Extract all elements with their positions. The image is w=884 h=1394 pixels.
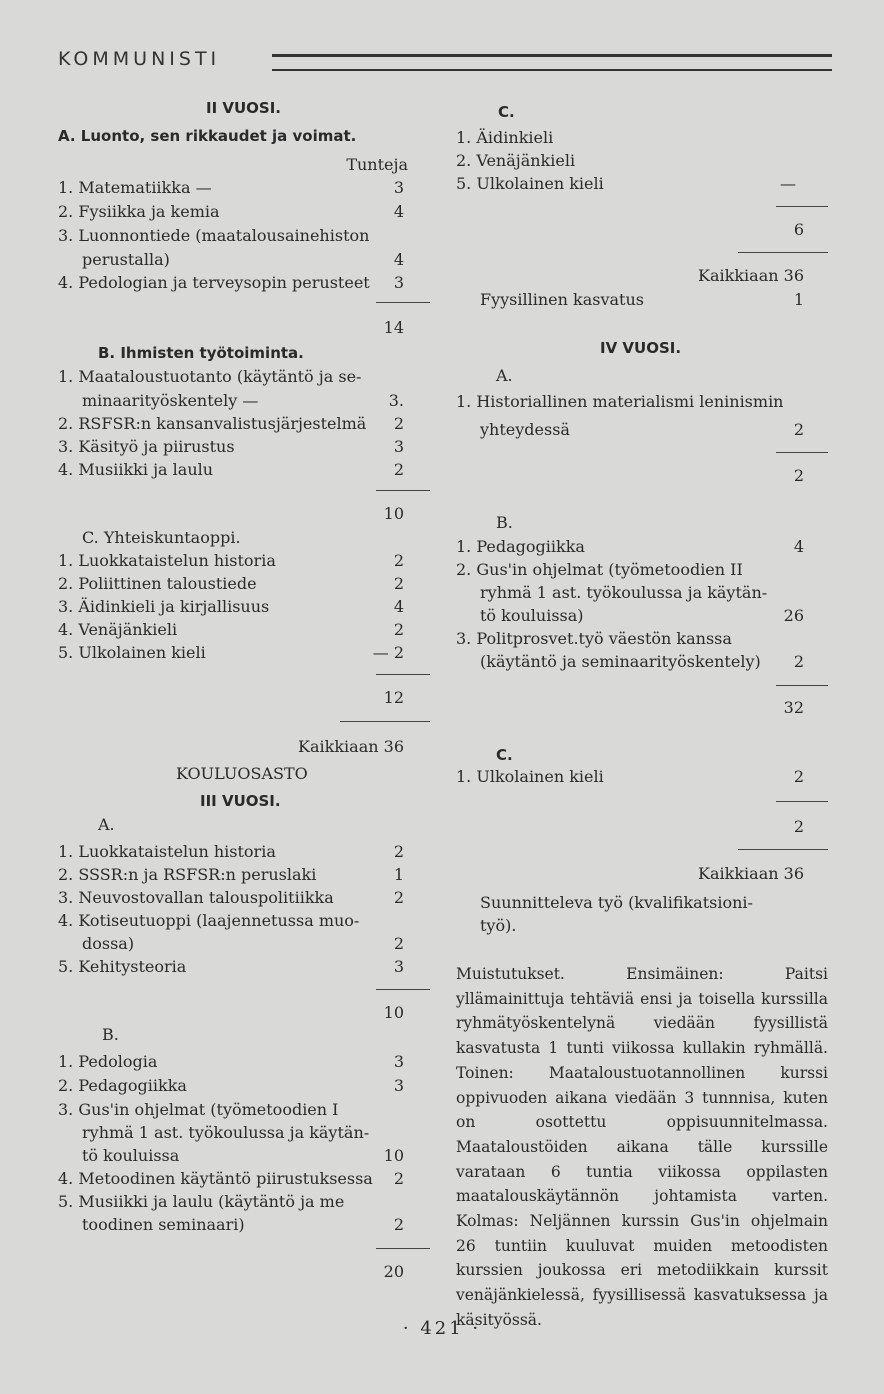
sum-rule [376,302,430,303]
course-hours: 4 [393,597,404,616]
total-hours: Kaikkiaan 36 [298,737,404,756]
course-line: 5. Ulkolainen kieli [58,643,206,662]
section-sum: 6 [793,220,804,239]
section-sum: 10 [383,504,404,523]
course-line: 3. Gus'in ohjelmat (työmetoodien I [58,1100,339,1119]
section-sum: 10 [383,1003,404,1022]
section-title: C. [498,103,515,121]
section-title: A. [98,815,115,834]
course-line: 1. Historiallinen materialismi leninismin [456,392,784,411]
total-hours: Kaikkiaan 36 [698,864,804,883]
section-sum: 14 [383,318,404,337]
course-line: toodinen seminaari) [82,1215,245,1234]
course-hours: 2 [393,620,404,639]
course-hours: 2 [393,551,404,570]
course-line: 2. Gus'in ohjelmat (työmetoodien II [456,560,743,579]
course-line: 1. Matematiikka — [58,178,212,197]
course-line: 5. Ulkolainen kieli [456,174,604,193]
course-line: ryhmä 1 ast. työkoulussa ja käytän- [480,583,768,602]
course-hours: 2 [393,1169,404,1188]
course-line: 2. SSSR:n ja RSFSR:n peruslaki [58,865,317,884]
course-line: minaarityöskentely — [82,391,259,410]
course-line: 2. Fysiikka ja kemia [58,202,220,221]
course-hours: — [780,174,796,193]
course-line: tö kouluissa [82,1146,180,1165]
course-line: (käytäntö ja seminaarityöskentely) [480,652,761,671]
course-hours: 4 [793,537,804,556]
course-line: työ). [480,916,517,935]
total-rule [738,252,828,253]
course-line: 4. Metoodinen käytäntö piirustuksessa [58,1169,373,1188]
course-line: ryhmä 1 ast. työkoulussa ja käytän- [82,1123,370,1142]
remarks-paragraph: Muistutukset. Ensimäinen: Paitsi yllämainittuja tehtäviä ensi ja toisella kurssilla ryhmätyöskentelynä viedään fyysillistä kasvatusta 1 tunti viikossa kullakin ryhmällä. Toinen: Maataloustuotannollinen kurssi oppivuoden aikana viedään 3 tunnnisa, kuten on osottettu oppisuunnitelmassa. Maataloustöiden aikana tälle kurssille varataan 6 tuntia viikossa oppilasten maatalouskäytännön johtamista varten. Kolmas: Neljännen kurssin Gus'in ohjelmain 26 tuntiin kuuluvat muiden metoodisten kurssien joukossa eri metodiikkain kurssit venäjänkielessä, fyysillisessä kasvatuksessa ja käsityössä. [456,965,828,1329]
section-sum: 12 [383,688,404,707]
section-title: B. [102,1025,119,1044]
course-hours: 2 [393,414,404,433]
course-line: 5. Musiikki ja laulu (käytäntö ja me [58,1192,345,1211]
journal-title: KOMMUNISTI [58,48,221,70]
section-title: C. Yhteiskuntaoppi. [82,528,241,547]
course-hours: 1 [793,290,804,309]
course-hours: 2 [393,574,404,593]
course-line: 3. Politprosvet.työ väestön kanssa [456,629,732,648]
year-heading: III VUOSI. [200,792,281,810]
section-sum: 32 [783,698,804,717]
course-hours: 2 [393,842,404,861]
course-line: perustalla) [82,250,170,269]
course-line: 2. RSFSR:n kansanvalistusjärjestelmä [58,414,367,433]
course-hours: 2 [793,652,804,671]
sum-rule [776,206,828,207]
course-line: 4. Venäjänkieli [58,620,178,639]
course-line: 1. Maataloustuotanto (käytäntö ja se- [58,367,362,386]
course-hours: 26 [783,606,804,625]
course-hours: — 2 [372,643,404,662]
course-hours: 4 [393,202,404,221]
sum-rule [776,452,828,453]
course-line: 2. Pedagogiikka [58,1076,187,1095]
course-hours: 2 [393,888,404,907]
course-line: Fyysillinen kasvatus [480,290,644,309]
sum-rule [776,685,828,686]
course-line: dossa) [82,934,135,953]
total-rule [738,849,828,850]
course-line: 1. Luokkataistelun historia [58,551,276,570]
course-line: 5. Kehitysteoria [58,957,187,976]
course-hours: 3 [393,1076,404,1095]
course-line: yhteydessä [480,420,570,439]
course-hours: 3 [393,1052,404,1071]
section-sum: 20 [383,1262,404,1281]
course-line: 1. Ulkolainen kieli [456,767,604,786]
year-heading: II VUOSI. [206,99,282,117]
course-line: 1. Pedagogiikka [456,537,585,556]
course-line: 4. Kotiseutuoppi (laajennetussa muo- [58,911,360,930]
course-line: Suunnitteleva työ (kvalifikatsioni- [480,893,753,912]
course-hours: 4 [393,250,404,269]
section-title: A. Luonto, sen rikkaudet ja voimat. [58,127,357,145]
section-title: B. [496,513,513,532]
course-hours: 3 [393,957,404,976]
course-line: 4. Musiikki ja laulu [58,460,214,479]
hours-header: Tunteja [346,155,408,174]
course-line: 1. Luokkataistelun historia [58,842,276,861]
course-hours: 3 [393,178,404,197]
course-line: tö kouluissa) [480,606,584,625]
course-line: 1. Äidinkieli [456,128,554,147]
course-line: 3. Luonnontiede (maatalousainehiston [58,226,370,245]
total-rule [340,721,430,722]
sum-rule [776,801,828,802]
section-title: C. [496,746,513,764]
course-hours: 10 [383,1146,404,1165]
section-title: B. Ihmisten työtoiminta. [98,344,304,362]
course-line: 2. Venäjänkieli [456,151,576,170]
course-line: 4. Pedologian ja terveysopin perusteet [58,273,370,292]
course-hours: 3 [393,273,404,292]
header-rule [272,54,832,71]
course-hours: 3. [388,391,404,410]
course-line: 3. Äidinkieli ja kirjallisuus [58,597,270,616]
department-heading: KOULUOSASTO [176,764,308,783]
course-hours: 2 [793,420,804,439]
course-hours: 2 [393,934,404,953]
sum-rule [376,1248,430,1249]
course-line: 3. Neuvostovallan talouspolitiikka [58,888,334,907]
sum-rule [376,490,430,491]
sum-rule [376,674,430,675]
page-number: · 421 · [402,1318,482,1339]
course-line: 3. Käsityö ja piirustus [58,437,235,456]
year-heading: IV VUOSI. [600,339,682,357]
sum-rule [376,989,430,990]
course-hours: 2 [393,460,404,479]
course-hours: 3 [393,437,404,456]
course-hours: 1 [393,865,404,884]
total-hours: Kaikkiaan 36 [698,266,804,285]
course-line: 1. Pedologia [58,1052,158,1071]
section-sum: 2 [793,466,804,485]
course-hours: 2 [393,1215,404,1234]
course-hours: 2 [793,767,804,786]
section-sum: 2 [793,817,804,836]
section-title: A. [496,366,513,385]
course-line: 2. Poliittinen taloustiede [58,574,257,593]
